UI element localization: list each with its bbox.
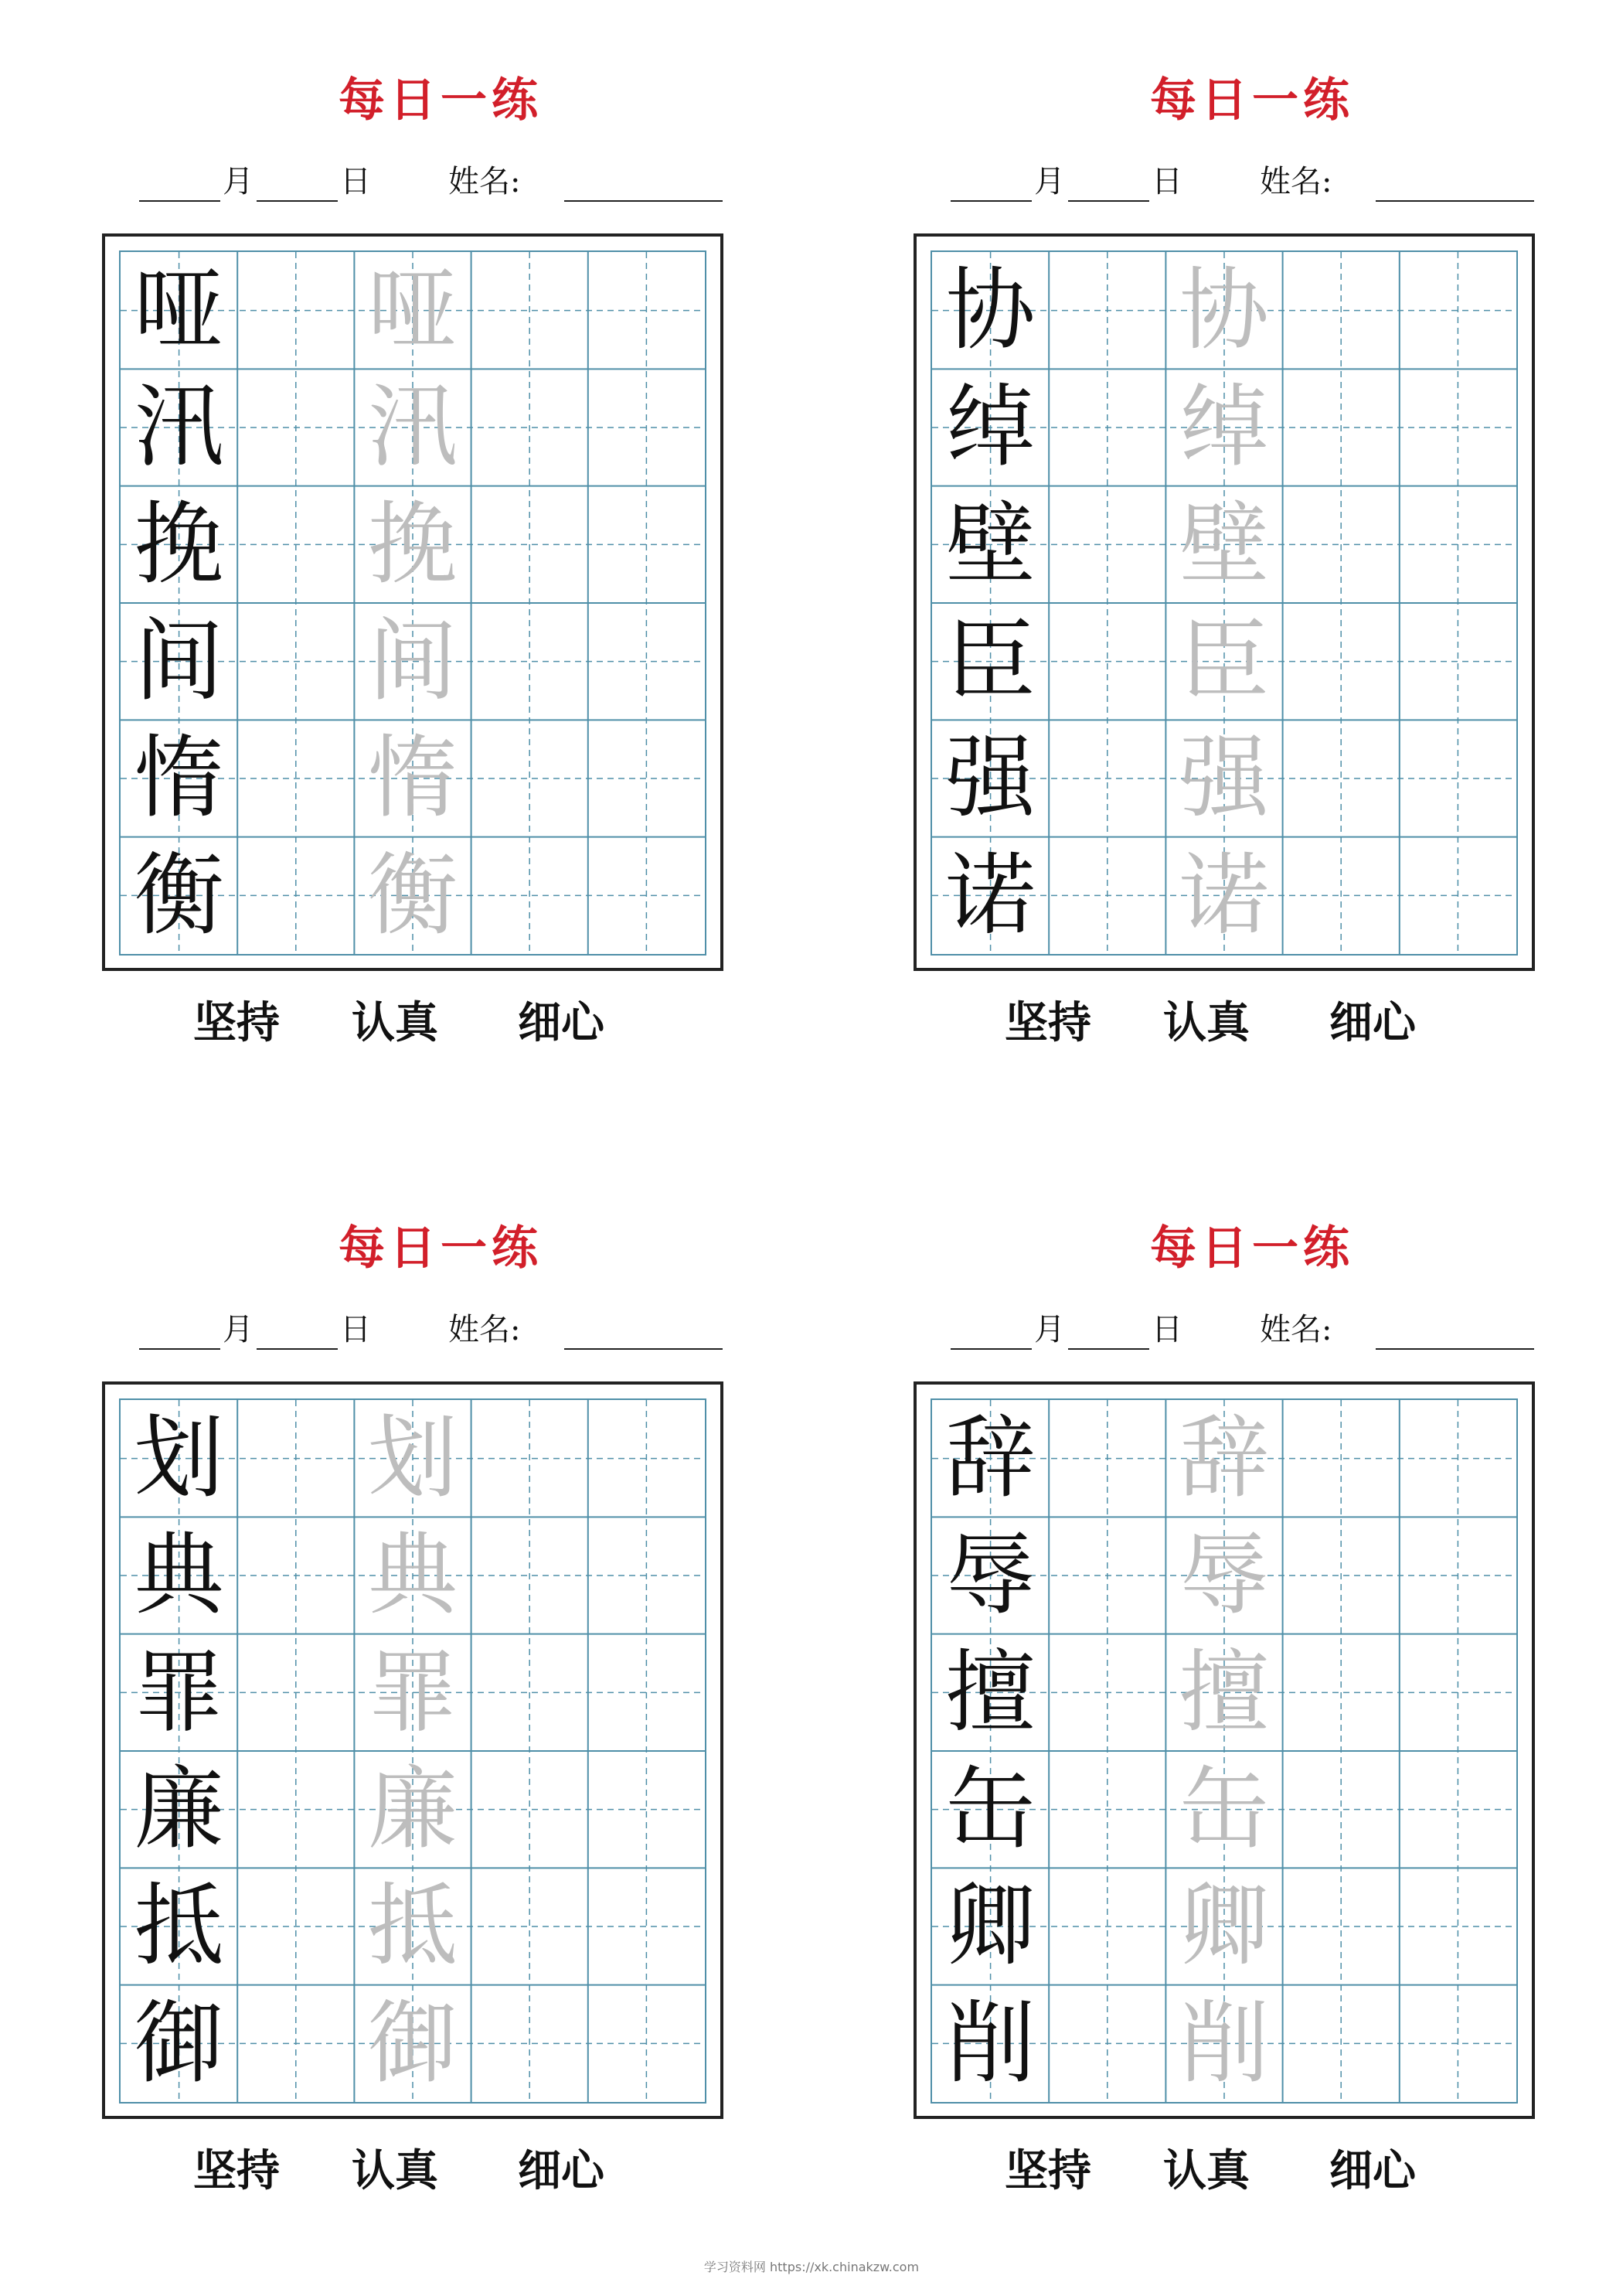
motto-word: 坚持 [1005, 997, 1091, 1048]
name-blank[interactable] [1376, 1348, 1534, 1350]
date-name-line [77, 158, 804, 205]
practice-panel [889, 1163, 1615, 2196]
trace-character: 廉 [367, 1757, 458, 1862]
name-label: 姓名: [448, 1312, 521, 1347]
date-name-line [889, 1306, 1615, 1353]
model-character: 辞 [945, 1406, 1036, 1511]
trace-character: 缶 [1179, 1757, 1269, 1862]
model-character: 臣 [945, 609, 1036, 714]
writing-sheet [914, 1381, 1535, 2119]
trace-character: 御 [367, 1991, 458, 2096]
month-blank[interactable] [139, 200, 220, 202]
model-character: 划 [134, 1406, 224, 1511]
practice-panel [889, 15, 1615, 1048]
model-character: 汛 [134, 375, 224, 480]
day-blank[interactable] [1068, 200, 1149, 202]
month-label: 月 [1034, 164, 1065, 199]
practice-panel [77, 1163, 804, 2196]
day-blank[interactable] [257, 200, 338, 202]
model-character: 诺 [945, 843, 1036, 948]
writing-sheet [102, 1381, 723, 2119]
model-character: 抵 [134, 1874, 224, 1979]
day-label: 日 [1152, 164, 1182, 199]
model-character: 削 [945, 1991, 1036, 2096]
model-character: 辱 [945, 1523, 1036, 1628]
motto-word: 认真 [1163, 2145, 1250, 2196]
trace-character: 衡 [367, 843, 458, 948]
model-character: 罪 [134, 1640, 224, 1745]
panel-title: 每日一练 [339, 73, 543, 128]
day-label: 日 [340, 164, 371, 199]
trace-character: 哑 [367, 258, 458, 363]
month-blank[interactable] [139, 1348, 220, 1350]
date-name-line [889, 158, 1615, 205]
model-character: 协 [945, 258, 1036, 363]
trace-character: 辞 [1179, 1406, 1269, 1511]
trace-character: 汛 [367, 375, 458, 480]
trace-character: 辱 [1179, 1523, 1269, 1628]
motto-word: 坚持 [1005, 2145, 1091, 2196]
trace-character: 绰 [1179, 375, 1269, 480]
trace-character: 罪 [367, 1640, 458, 1745]
model-character: 卿 [945, 1874, 1036, 1979]
model-character: 壁 [945, 492, 1036, 597]
trace-character: 惰 [367, 726, 458, 831]
day-label: 日 [1152, 1312, 1182, 1347]
motto-word: 认真 [352, 997, 438, 1048]
motto-word: 细心 [1329, 2145, 1416, 2196]
trace-character: 协 [1179, 258, 1269, 363]
panel-title: 每日一练 [339, 1221, 543, 1276]
practice-panel [77, 15, 804, 1048]
trace-character: 抵 [367, 1874, 458, 1979]
date-name-line [77, 1306, 804, 1353]
model-character: 廉 [134, 1757, 224, 1862]
motto-word: 坚持 [193, 997, 280, 1048]
motto-word: 细心 [518, 2145, 604, 2196]
day-blank[interactable] [257, 1348, 338, 1350]
name-label: 姓名: [1260, 1312, 1332, 1347]
trace-character: 强 [1179, 726, 1269, 831]
trace-character: 诺 [1179, 843, 1269, 948]
month-blank[interactable] [951, 1348, 1032, 1350]
name-blank[interactable] [564, 1348, 723, 1350]
model-character: 强 [945, 726, 1036, 831]
name-label: 姓名: [448, 164, 521, 199]
trace-character: 间 [367, 609, 458, 714]
motto-word: 认真 [1163, 997, 1250, 1048]
month-label: 月 [1034, 1312, 1065, 1347]
tianzige-grid [119, 250, 706, 956]
model-character: 缶 [945, 1757, 1036, 1862]
model-character: 哑 [134, 258, 224, 363]
writing-sheet [102, 233, 723, 971]
month-blank[interactable] [951, 200, 1032, 202]
model-character: 擅 [945, 1640, 1036, 1745]
tianzige-grid [931, 250, 1518, 956]
trace-character: 臣 [1179, 609, 1269, 714]
model-character: 衡 [134, 843, 224, 948]
tianzige-grid [931, 1398, 1518, 2104]
model-character: 惰 [134, 726, 224, 831]
motto-word: 认真 [352, 2145, 438, 2196]
trace-character: 削 [1179, 1991, 1269, 2096]
trace-character: 卿 [1179, 1874, 1269, 1979]
trace-character: 挽 [367, 492, 458, 597]
trace-character: 典 [367, 1523, 458, 1628]
month-label: 月 [223, 164, 253, 199]
trace-character: 擅 [1179, 1640, 1269, 1745]
name-blank[interactable] [1376, 200, 1534, 202]
trace-character: 划 [367, 1406, 458, 1511]
day-label: 日 [340, 1312, 371, 1347]
watermark: 学习资料网 https://xk.chinakzw.com [703, 2260, 920, 2274]
model-character: 间 [134, 609, 224, 714]
motto-word: 细心 [1329, 997, 1416, 1048]
model-character: 绰 [945, 375, 1036, 480]
name-label: 姓名: [1260, 164, 1332, 199]
month-label: 月 [223, 1312, 253, 1347]
tianzige-grid [119, 1398, 706, 2104]
panel-title: 每日一练 [1150, 73, 1354, 128]
day-blank[interactable] [1068, 1348, 1149, 1350]
trace-character: 壁 [1179, 492, 1269, 597]
name-blank[interactable] [564, 200, 723, 202]
panel-title: 每日一练 [1150, 1221, 1354, 1276]
model-character: 典 [134, 1523, 224, 1628]
model-character: 御 [134, 1991, 224, 2096]
model-character: 挽 [134, 492, 224, 597]
motto-word: 细心 [518, 997, 604, 1048]
writing-sheet [914, 233, 1535, 971]
motto-word: 坚持 [193, 2145, 280, 2196]
